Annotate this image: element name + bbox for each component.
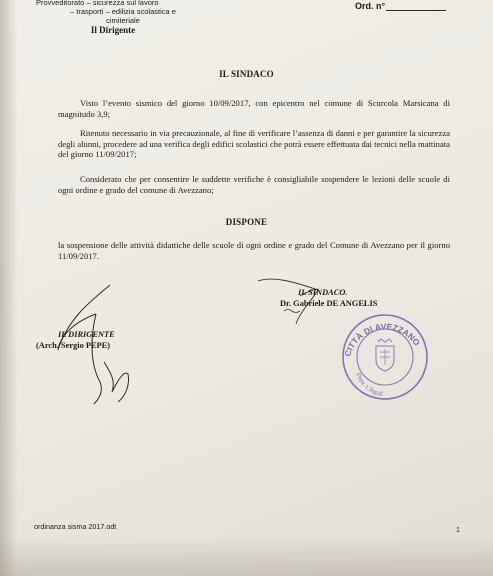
mayor-name: Dr. Gabriele DE ANGELIS (280, 299, 378, 308)
letterhead-line-3: cimiteriale (106, 16, 140, 25)
mayor-role: IL SINDACO. (298, 288, 348, 297)
dispone-heading: DISPONE (225, 217, 268, 227)
ordinance-number-label: Ord. n° (355, 1, 386, 11)
page-number: 1 (456, 527, 460, 534)
director-name: (Arch. Sergio PEPE) (36, 341, 111, 350)
letterhead-line-1: Provveditorato – sicurezza sul lavoro (36, 0, 159, 7)
paragraph-dispone-text: la sospensione delle attività didattiche delle scuole di ogni ordine e grado del Comune di Avezzano per il giorno 11/09/2017. (58, 240, 450, 261)
stamp-province-text: Prov. L'Aquil (354, 372, 383, 399)
paragraph-visto-text: Visto l’evento sismico del giorno 10/09/2017, con epicentro nel comune di Scurcola Marsicana di magnitudo 3,9; (58, 98, 450, 119)
letterhead-director: Il Dirigente (90, 25, 136, 35)
director-role: IL DIRIGENTE (58, 330, 115, 339)
director-signature (36, 329, 156, 351)
letterhead-line-2: – trasporti – edilizia scolastica e (70, 7, 176, 16)
footer-filename: ordinanza sisma 2017.odt (34, 522, 117, 531)
page-title: IL SINDACO (219, 69, 274, 79)
paragraph-considerato-text: Considerato che per consentire le suddette verifiche è consigliabile sospendere le lezioni delle scuole di ogni ordine e grado del comune di Avezzano; (58, 174, 450, 195)
paragraph-ritenuto-text: Ritenuto necessario in via precauzionale, al fine di verificare l’assenza di danni e per garantire la sicurezza degli alunni, procedere ad una verifica degli edifici scolastici che potrà essere effettuata dai tecnici nella mattinata del giorno 11/09/2017; (58, 128, 450, 159)
stamp-city-text: CITTÀ DI AVEZZANO (342, 321, 423, 358)
